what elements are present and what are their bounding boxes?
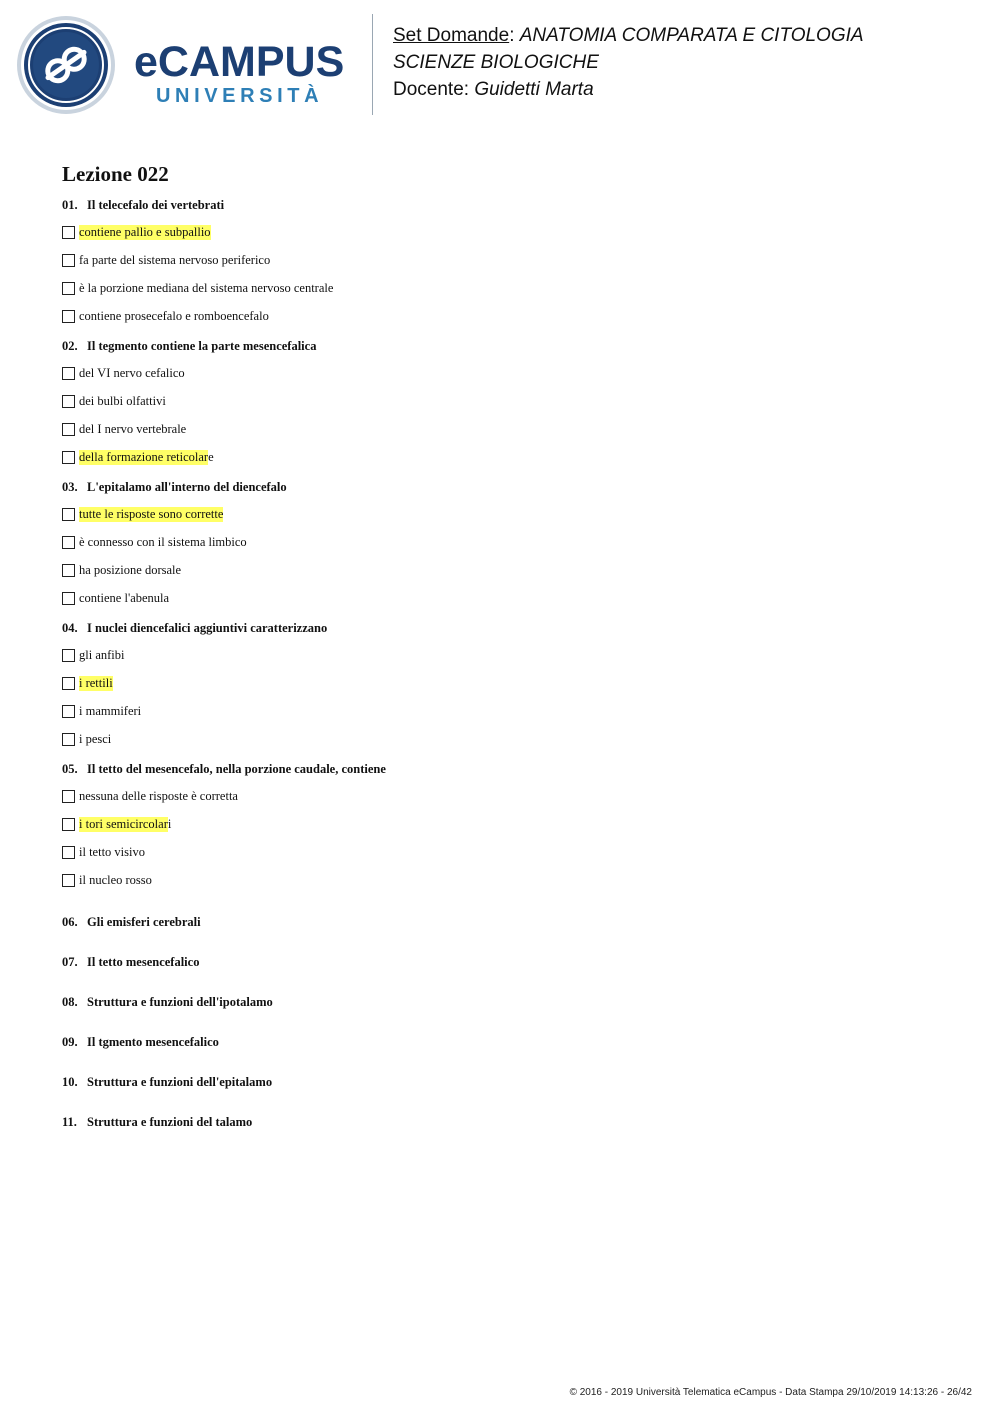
open-question <box>62 1073 942 1091</box>
answer-option[interactable] <box>62 702 942 721</box>
answer-option[interactable] <box>62 533 942 552</box>
answer-option[interactable] <box>62 787 942 806</box>
answer-option[interactable] <box>62 730 942 749</box>
page-footer: © 2016 - 2019 Università Telematica eCampus - Data Stampa 29/10/2019 14:13:26 - 26/42 <box>569 1387 972 1398</box>
open-question <box>62 1113 942 1131</box>
ecampus-seal-icon <box>16 15 116 115</box>
question-text: Struttura e funzioni dell'ipotalamo <box>87 995 273 1009</box>
answer-highlighted-text: i tori semicircolar <box>79 817 168 831</box>
answer-text: contiene prosecefalo e romboencefalo <box>79 309 269 323</box>
answer-checkbox[interactable] <box>62 705 75 718</box>
answer-text: ha posizione dorsale <box>79 563 182 577</box>
question-text: Il tgmento mesencefalico <box>87 1035 219 1049</box>
question-number: 03. <box>62 480 78 494</box>
answer-option[interactable] <box>62 307 942 326</box>
question <box>62 196 942 326</box>
spacer <box>62 901 942 913</box>
answer-text: il nucleo rosso <box>79 873 152 887</box>
question-title <box>62 619 942 637</box>
answer-text: del VI nervo cefalico <box>79 366 185 380</box>
question-text: Struttura e funzioni dell'epitalamo <box>87 1075 273 1089</box>
answer-checkbox[interactable] <box>62 790 75 803</box>
question-number: 04. <box>62 621 78 635</box>
answer-checkbox[interactable] <box>62 226 75 239</box>
set-title: ANATOMIA COMPARATA E CITOLOGIA <box>519 25 864 46</box>
answer-option[interactable] <box>62 505 942 524</box>
answer-highlighted-text: della formazione reticolar <box>79 450 209 464</box>
set-subtitle: SCIENZE BIOLOGICHE <box>393 52 599 73</box>
question-number: 07. <box>62 955 78 969</box>
question-number: 02. <box>62 339 78 353</box>
question-title <box>62 760 942 778</box>
answer-option[interactable] <box>62 420 942 439</box>
answer-text: nessuna delle risposte è corretta <box>79 789 238 803</box>
answer-text: il tetto visivo <box>79 845 145 859</box>
answer-text: è la porzione mediana del sistema nervoso centrale <box>79 281 334 295</box>
answer-checkbox[interactable] <box>62 592 75 605</box>
answer-checkbox[interactable] <box>62 874 75 887</box>
answer-text: del I nervo vertebrale <box>79 422 187 436</box>
answer-highlighted-text: i rettili <box>79 676 113 690</box>
answer-checkbox[interactable] <box>62 451 75 464</box>
answer-option[interactable] <box>62 279 942 298</box>
answer-checkbox[interactable] <box>62 254 75 267</box>
answer-option[interactable] <box>62 871 942 890</box>
answer-option[interactable] <box>62 392 942 411</box>
answer-text: e <box>208 450 214 464</box>
answer-text: contiene l'abenula <box>79 591 170 605</box>
open-question <box>62 993 942 1011</box>
answer-option[interactable] <box>62 674 942 693</box>
answer-option[interactable] <box>62 561 942 580</box>
lesson-content <box>62 160 942 1153</box>
question-number: 05. <box>62 762 78 776</box>
answer-option[interactable] <box>62 843 942 862</box>
question-text: Il telecefalo dei vertebrati <box>87 198 225 212</box>
answer-option[interactable] <box>62 448 942 467</box>
logo-brand: eCAMPUS <box>134 38 345 86</box>
question-text: Struttura e funzioni del talamo <box>87 1115 253 1129</box>
question-text: L'epitalamo all'interno del diencefalo <box>87 480 287 494</box>
answer-text: fa parte del sistema nervoso periferico <box>79 253 271 267</box>
answer-option[interactable] <box>62 589 942 608</box>
answer-checkbox[interactable] <box>62 818 75 831</box>
answer-checkbox[interactable] <box>62 395 75 408</box>
question <box>62 478 942 608</box>
question <box>62 619 942 749</box>
open-question <box>62 1033 942 1051</box>
open-question <box>62 913 942 931</box>
answer-text: gli anfibi <box>79 648 125 662</box>
docente-name: Guidetti Marta <box>474 79 594 100</box>
question-text: I nuclei diencefalici aggiuntivi caratterizzano <box>87 621 328 635</box>
answer-checkbox[interactable] <box>62 733 75 746</box>
answer-text: i pesci <box>79 732 112 746</box>
logo-sub: UNIVERSITÀ <box>156 85 324 107</box>
answer-checkbox[interactable] <box>62 536 75 549</box>
set-title-line2 <box>393 49 864 76</box>
question-number: 09. <box>62 1035 78 1049</box>
question-title <box>62 196 942 214</box>
answer-checkbox[interactable] <box>62 367 75 380</box>
answer-checkbox[interactable] <box>62 310 75 323</box>
open-question <box>62 953 942 971</box>
answer-checkbox[interactable] <box>62 282 75 295</box>
answer-checkbox[interactable] <box>62 508 75 521</box>
answer-text: dei bulbi olfattivi <box>79 394 166 408</box>
answer-text: i <box>167 817 172 831</box>
question-title <box>62 337 942 355</box>
lesson-title: Lezione 022 <box>62 162 169 186</box>
answer-checkbox[interactable] <box>62 423 75 436</box>
answer-option[interactable] <box>62 223 942 242</box>
answer-text: è connesso con il sistema limbico <box>79 535 247 549</box>
answer-text: i mammiferi <box>79 704 142 718</box>
question-number: 11. <box>62 1115 77 1129</box>
set-label: Set Domande <box>393 25 510 46</box>
question <box>62 337 942 467</box>
set-title-line1 <box>393 22 864 49</box>
ecampus-logo <box>134 40 344 108</box>
answer-option[interactable] <box>62 646 942 665</box>
set-sep: : <box>509 25 515 46</box>
question-number: 08. <box>62 995 78 1009</box>
answer-option[interactable] <box>62 815 942 834</box>
question-number: 06. <box>62 915 78 929</box>
question-text: Il tetto mesencefalico <box>87 955 200 969</box>
question-text: Gli emisferi cerebrali <box>87 915 201 929</box>
header-divider <box>372 14 373 115</box>
answer-checkbox[interactable] <box>62 677 75 690</box>
question-text: Il tegmento contiene la parte mesencefalica <box>87 339 317 353</box>
answer-option[interactable] <box>62 364 942 383</box>
answer-checkbox[interactable] <box>62 846 75 859</box>
question <box>62 760 942 890</box>
page-header <box>0 0 1000 130</box>
docente-line <box>393 76 864 103</box>
question-number: 10. <box>62 1075 78 1089</box>
answer-highlighted-text: tutte le risposte sono corrette <box>79 507 224 521</box>
docente-label: Docente: <box>393 79 470 100</box>
answer-checkbox[interactable] <box>62 564 75 577</box>
header-info <box>393 22 864 103</box>
answer-highlighted-text: contiene pallio e subpallio <box>79 225 211 239</box>
question-text: Il tetto del mesencefalo, nella porzione caudale, contiene <box>87 762 386 776</box>
question-title <box>62 478 942 496</box>
question-number: 01. <box>62 198 78 212</box>
answer-checkbox[interactable] <box>62 649 75 662</box>
answer-option[interactable] <box>62 251 942 270</box>
